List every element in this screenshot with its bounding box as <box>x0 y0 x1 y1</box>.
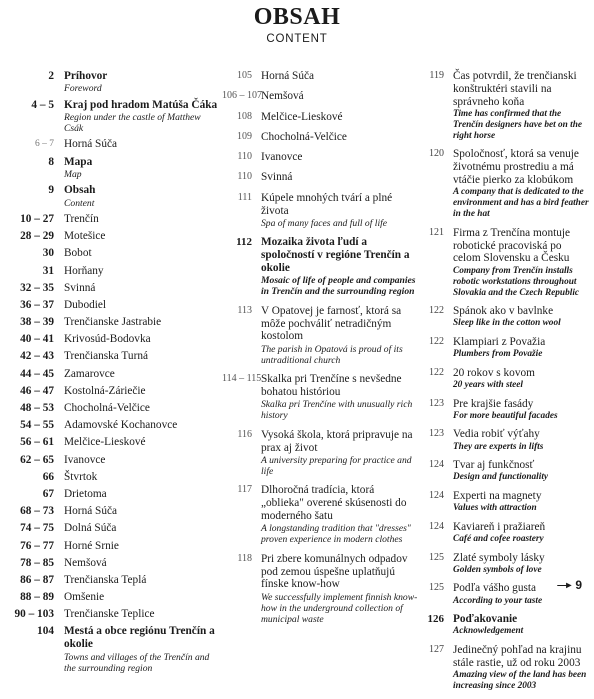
toc-entry-text <box>64 247 220 260</box>
toc-entry-text <box>64 156 220 180</box>
toc-entry-text <box>261 131 418 144</box>
toc-entry-text <box>64 213 220 226</box>
toc-page-number: 113 <box>237 304 252 316</box>
toc-entry-text <box>261 151 418 164</box>
toc-entry-text <box>64 282 220 295</box>
toc-entry <box>222 111 418 124</box>
toc-entry-text <box>64 419 220 432</box>
toc-page-number: 106 – 107 <box>222 90 262 102</box>
toc-page-number: 127 <box>429 643 444 655</box>
toc-entry-title: Firma z Trenčína montuje robotické pracoviská po celom Slovensku a Česku <box>453 226 571 265</box>
toc-entry-text <box>261 429 418 477</box>
toc-page-number: 122 <box>429 335 444 347</box>
toc-entry-title: Experti na magnety <box>453 489 542 502</box>
toc-entry <box>420 613 590 637</box>
toc-entry-title: Poďakovanie <box>453 613 518 626</box>
toc-entry-title: Zlaté symboly lásky <box>453 551 545 564</box>
toc-entry <box>6 230 220 243</box>
toc-entry-translation: The parish in Opatová is proud of its untraditional church <box>261 343 403 366</box>
toc-page-number: 31 <box>42 264 54 277</box>
toc-page-number: 119 <box>429 70 444 81</box>
toc-page-number: 117 <box>237 484 252 496</box>
toc-entry-translation: Plumbers from Považie <box>453 349 543 360</box>
toc-entry-title: Spoločnosť, ktorá sa venuje životnému prostrediu a má vtáčie pierko za klobúkom <box>453 148 579 186</box>
toc-entry-translation: Region under the castle of Matthew Csák <box>64 111 201 134</box>
toc-entry <box>6 138 220 151</box>
toc-page-number: 68 – 73 <box>20 505 54 518</box>
toc-page-number: 122 <box>429 305 444 317</box>
toc-page-number: 38 – 39 <box>20 316 54 329</box>
toc-page-number: 86 – 87 <box>20 573 54 586</box>
toc-entry-title: Horná Súča <box>64 505 118 518</box>
toc-entry-text <box>261 484 418 545</box>
toc-entry-text <box>64 522 220 535</box>
toc-entry <box>6 350 220 363</box>
toc-entry-translation: Time has confirmed that the Trenčín designers have bet on the right horse <box>453 108 583 141</box>
toc-entry-text <box>64 505 220 518</box>
toc-entry-text <box>64 540 220 553</box>
toc-entry-title: Krivosúd-Bodovka <box>64 333 151 346</box>
toc-entry-text <box>261 192 418 229</box>
toc-page-number: 48 – 53 <box>20 402 54 414</box>
toc-page-number: 105 <box>237 70 252 81</box>
toc-entry-text <box>453 70 590 142</box>
toc-entry-text <box>64 574 220 587</box>
toc-entry-text <box>64 625 220 673</box>
toc-entry-text <box>453 367 590 391</box>
toc-entry-text <box>64 385 220 398</box>
toc-entry-text <box>64 436 220 449</box>
toc-entry <box>222 373 418 421</box>
toc-entry-translation: Company from Trenčín installs robotic workstations throughout Slovakia and the Czech Republic <box>453 265 580 298</box>
toc-entry <box>6 184 220 208</box>
toc-entry <box>420 227 590 299</box>
toc-entry <box>420 148 590 220</box>
toc-entry <box>6 316 220 329</box>
toc-page-number: 123 <box>429 397 444 409</box>
toc-entry-title: Kaviareň i pražiareň <box>453 520 546 533</box>
toc-entry-text <box>261 305 418 366</box>
page-footer <box>557 578 582 592</box>
toc-entry-title: Kraj pod hradom Matúša Čáka <box>64 98 218 111</box>
toc-entry <box>6 625 220 673</box>
toc-page-number: 124 <box>429 520 444 532</box>
toc-page-number: 62 – 65 <box>20 453 54 466</box>
toc-entry-text <box>453 552 590 576</box>
toc-entry-title: Skalka pri Trenčíne s nevšedne bohatou históriou <box>261 373 402 398</box>
toc-entry-text <box>453 459 590 483</box>
toc-entry <box>6 522 220 535</box>
toc-entry-title: Spánok ako v bavlnke <box>453 305 554 318</box>
toc-page-number: 111 <box>237 191 252 203</box>
toc-entry <box>420 521 590 545</box>
toc-entry-title: Trenčianske Jastrabie <box>64 316 162 329</box>
toc-entry <box>222 192 418 229</box>
toc-entry-text <box>453 490 590 514</box>
toc-entry-text <box>261 236 418 297</box>
toc-page-number: 40 – 41 <box>20 333 54 346</box>
toc-entry-translation: Content <box>64 197 95 209</box>
toc-entry-translation: Golden symbols of love <box>453 564 542 575</box>
toc-entry-translation: Map <box>64 168 82 180</box>
toc-entry-text <box>64 299 220 312</box>
toc-entry-text <box>64 454 220 467</box>
toc-entry-text <box>453 398 590 422</box>
toc-entry-title: Drietoma <box>64 487 107 500</box>
toc-page-number: 32 – 35 <box>20 281 54 294</box>
toc-page-number: 108 <box>237 110 252 122</box>
toc-entry-title: Ivanovce <box>261 151 303 164</box>
toc-entry <box>222 131 418 144</box>
toc-entry-title: Horná Súča <box>261 70 315 82</box>
toc-entry-text <box>64 316 220 329</box>
toc-entry-title: Chocholná-Velčice <box>64 402 150 414</box>
toc-entry-title: Mozaika života ľudí a spoločností v regióne Trenčín a okolie <box>261 236 410 274</box>
toc-entry-title: Podľa vášho gusta <box>453 582 537 595</box>
toc-entry <box>6 247 220 260</box>
toc-entry-text <box>64 402 220 415</box>
toc-entry-text <box>64 488 220 501</box>
toc-entry <box>6 385 220 398</box>
toc-entry-text <box>64 557 220 570</box>
toc-page-number: 114 – 115 <box>222 373 262 385</box>
toc-entry <box>222 90 418 103</box>
toc-entry-text <box>261 70 418 83</box>
toc-entry-text <box>64 70 220 94</box>
toc-page-number: 4 – 5 <box>31 98 54 111</box>
toc-entry-text <box>453 148 590 220</box>
toc-entry <box>6 436 220 449</box>
toc-entry-title: Svinná <box>64 281 96 294</box>
toc-entry-translation: Sleep like in the cotton wool <box>453 318 561 329</box>
toc-entry-translation: Values with attraction <box>453 503 537 514</box>
toc-entry <box>420 552 590 576</box>
toc-entry <box>222 305 418 366</box>
toc-page-number: 112 <box>236 236 252 249</box>
toc-entry <box>222 236 418 297</box>
toc-page-number: 56 – 61 <box>20 436 54 449</box>
toc-page-number: 78 – 85 <box>20 556 54 569</box>
toc-entry-title: V Opatovej je farnosť, ktorá sa môže pochváliť netradičným kostolom <box>261 304 402 343</box>
toc-entry-text <box>453 305 590 329</box>
toc-entry-title: Ivanovce <box>64 453 106 466</box>
toc-entry-title: Dolná Súča <box>64 522 117 535</box>
toc-entry-translation: Foreword <box>64 83 102 95</box>
toc-page-number: 76 – 77 <box>20 539 54 552</box>
toc-entry-text <box>64 591 220 604</box>
toc-entry <box>6 333 220 346</box>
toc-entry-title: Čas potvrdil, že trenčianski konštruktéri stavili na správneho koňa <box>453 70 577 108</box>
toc-entry <box>420 644 590 692</box>
toc-page-number: 104 <box>37 625 54 638</box>
toc-page-number: 118 <box>237 552 252 564</box>
toc-entry-translation: Mosaic of life of people and companies in Trenčín and the surrounding region <box>261 275 416 298</box>
page-subtitle: CONTENT <box>266 33 328 45</box>
toc-entry <box>222 429 418 477</box>
toc-page-number: 30 <box>42 247 54 260</box>
toc-entry-title: Zamarovce <box>64 367 115 380</box>
toc-page-number: 46 – 47 <box>20 384 54 397</box>
toc-entry-title: Pre krajšie fasády <box>453 397 534 410</box>
toc-entry <box>420 428 590 452</box>
toc-entry-title: Vedia robiť výťahy <box>453 428 540 441</box>
toc-entry <box>222 70 418 83</box>
toc-entry-title: Adamovské Kochanovce <box>64 419 178 432</box>
toc-entry-title: Nemšová <box>64 556 107 569</box>
toc-entry-title: Melčice-Lieskové <box>64 436 146 449</box>
toc-entry-text <box>261 373 418 421</box>
toc-entry-text <box>453 336 590 360</box>
toc-entry-title: Nemšová <box>261 90 304 103</box>
toc-page-number: 110 <box>237 171 252 183</box>
toc-column-1 <box>6 70 220 678</box>
toc-page-number: 121 <box>429 226 444 238</box>
toc-entry <box>420 70 590 142</box>
toc-column-3 <box>420 70 590 699</box>
toc-entry-title: Dlhoročná tradícia, ktorá „oblieka" overené skúsenosti do moderného šatu <box>261 484 407 522</box>
toc-entry-text <box>261 111 418 124</box>
toc-entry-title: Trenčianska Teplá <box>64 573 147 586</box>
toc-page-number: 10 – 27 <box>20 212 54 225</box>
toc-page-number: 120 <box>429 148 444 160</box>
toc-entry-translation: Skalka pri Trenčíne with unusually rich history <box>261 399 413 422</box>
toc-page-number: 44 – 45 <box>20 367 54 380</box>
toc-entry <box>6 299 220 312</box>
toc-page-number: 2 <box>48 70 54 82</box>
toc-entry-text <box>64 265 220 278</box>
toc-entry-title: Motešice <box>64 230 106 243</box>
toc-page-number: 36 – 37 <box>20 298 54 311</box>
toc-entry-translation: Acknowledgement <box>453 626 524 637</box>
toc-page-number: 88 – 89 <box>20 591 54 604</box>
toc-entry <box>222 484 418 545</box>
toc-entry <box>6 540 220 553</box>
toc-entry-title: Trenčianske Teplice <box>64 608 155 621</box>
toc-entry <box>6 471 220 484</box>
toc-entry-text <box>453 644 590 692</box>
toc-entry-translation: A longstanding tradition that "dresses" proven experience in modern clothes <box>261 523 411 546</box>
toc-page-number: 66 <box>42 470 54 483</box>
arrow-right-icon: —▸ <box>557 579 571 591</box>
toc-entry-translation: They are experts in lifts <box>453 441 544 452</box>
toc-entry-translation: We successfully implement finnish know-how in the underground collection of municipal waste <box>261 591 418 625</box>
toc-entry <box>222 151 418 164</box>
toc-page-number: 28 – 29 <box>20 230 54 243</box>
toc-entry-title: Tvar aj funkčnosť <box>453 459 535 472</box>
toc-page-number: 8 <box>48 155 54 168</box>
toc-page-number: 125 <box>429 551 444 563</box>
toc-page-number: 42 – 43 <box>20 350 54 363</box>
page-title: OBSAH <box>253 4 341 30</box>
toc-entry <box>420 367 590 391</box>
toc-entry-title: 20 rokov s kovom <box>453 366 535 379</box>
toc-entry-text <box>64 138 220 151</box>
toc-page-number: 74 – 75 <box>20 522 54 535</box>
toc-page-number: 109 <box>237 130 252 142</box>
toc-page-number: 54 – 55 <box>20 419 54 432</box>
toc-entry-title: Bobot <box>64 247 92 260</box>
toc-page-number: 90 – 103 <box>14 608 54 621</box>
toc-entry-text <box>453 521 590 545</box>
toc-entry <box>6 591 220 604</box>
toc-entry-text <box>64 368 220 381</box>
toc-entry-translation: A university preparing for practice and life <box>261 454 412 477</box>
toc-page-number: 67 <box>42 487 54 500</box>
toc-page-number: 116 <box>237 428 252 440</box>
toc-entry <box>420 398 590 422</box>
toc-column-2 <box>222 70 418 632</box>
toc-entry <box>6 156 220 180</box>
toc-entry-title: Klampiari z Považia <box>453 335 546 348</box>
toc-entry-title: Horné Srnie <box>64 539 119 552</box>
toc-entry <box>6 213 220 226</box>
toc-entry-title: Obsah <box>64 184 96 197</box>
toc-entry-title: Pri zbere komunálnych odpadov pod zemou úspešne uplatňujú fínske know-how <box>261 552 408 591</box>
toc-entry-text <box>64 230 220 243</box>
toc-entry-text <box>64 184 220 208</box>
toc-entry-title: Trenčín <box>64 212 99 225</box>
toc-entry-title: Dubodiel <box>64 298 107 311</box>
toc-entry-translation: 20 years with steel <box>453 380 523 391</box>
toc-entry <box>222 171 418 184</box>
toc-entry-title: Omšenie <box>64 591 105 604</box>
toc-entry-title: Kostolná-Záriečie <box>64 384 146 397</box>
toc-entry <box>6 454 220 467</box>
toc-entry <box>6 557 220 570</box>
toc-page-number: 9 <box>48 184 54 197</box>
toc-page-number: 124 <box>429 489 444 501</box>
toc-entry-title: Štvrtok <box>64 470 98 483</box>
toc-entry-title: Chocholná-Velčice <box>261 130 347 143</box>
toc-entry-title: Horná Súča <box>64 138 118 151</box>
toc-entry-text <box>64 333 220 346</box>
toc-entry-text <box>261 553 418 625</box>
toc-entry <box>222 553 418 625</box>
toc-page-number: 6 – 7 <box>35 139 54 150</box>
toc-entry <box>6 574 220 587</box>
toc-entry <box>6 488 220 501</box>
toc-entry-translation: For more beautiful facades <box>453 410 558 421</box>
toc-entry-title: Jedinečný pohľad na krajinu stále rastie, už od roku 2003 <box>453 643 582 669</box>
toc-entry-translation: According to your taste <box>453 595 543 606</box>
toc-entry-text <box>453 613 590 637</box>
toc-entry-text <box>64 350 220 363</box>
toc-entry <box>6 368 220 381</box>
toc-page-number: 110 <box>237 151 252 163</box>
toc-entry-translation: Towns and villages of the Trenčín and the surrounding region <box>64 651 210 674</box>
toc-entry-translation: A company that is dedicated to the environment and has a bird feather in the hat <box>453 187 589 220</box>
toc-entry-title: Príhovor <box>64 70 108 82</box>
toc-page-number: 125 <box>429 582 444 594</box>
toc-page-number: 126 <box>427 613 444 626</box>
toc-entry <box>420 490 590 514</box>
toc-entry-text <box>261 90 418 103</box>
toc-entry <box>6 402 220 415</box>
page-number: 9 <box>575 578 582 592</box>
toc-page-number: 122 <box>429 366 444 378</box>
toc-entry-translation: Amazing view of the land has been increasing since 2003 <box>453 670 587 692</box>
toc-entry-title: Kúpele mnohých tvárí a plné života <box>261 191 393 217</box>
toc-entry-translation: Café and cofee roastery <box>453 534 544 545</box>
toc-entry-text <box>453 227 590 299</box>
toc-entry <box>6 608 220 621</box>
toc-entry <box>6 505 220 518</box>
toc-entry <box>420 459 590 483</box>
toc-entry-text <box>64 471 220 484</box>
toc-page-number: 124 <box>429 459 444 471</box>
toc-entry <box>6 282 220 295</box>
toc-entry <box>420 336 590 360</box>
toc-entry-translation: Design and functionality <box>453 472 549 483</box>
toc-entry-text <box>453 428 590 452</box>
toc-entry-title: Mestá a obce regiónu Trenčín a okolie <box>64 625 215 651</box>
toc-entry-text <box>261 171 418 184</box>
toc-entry-title: Melčice-Lieskové <box>261 110 343 123</box>
toc-entry-title: Mapa <box>64 155 93 168</box>
toc-entry <box>420 305 590 329</box>
toc-entry-title: Trenčianska Turná <box>64 350 148 363</box>
toc-entry-text <box>64 99 220 134</box>
toc-entry <box>6 419 220 432</box>
toc-entry-title: Horňany <box>64 264 104 277</box>
toc-page-number: 123 <box>429 428 444 440</box>
toc-entry <box>6 99 220 134</box>
toc-entry-text <box>64 608 220 621</box>
toc-entry-title: Vysoká škola, ktorá pripravuje na prax aj život <box>261 428 413 454</box>
toc-entry-translation: Spa of many faces and full of life <box>261 217 388 229</box>
toc-entry-title: Svinná <box>261 171 293 184</box>
toc-entry <box>6 70 220 94</box>
toc-entry <box>6 265 220 278</box>
